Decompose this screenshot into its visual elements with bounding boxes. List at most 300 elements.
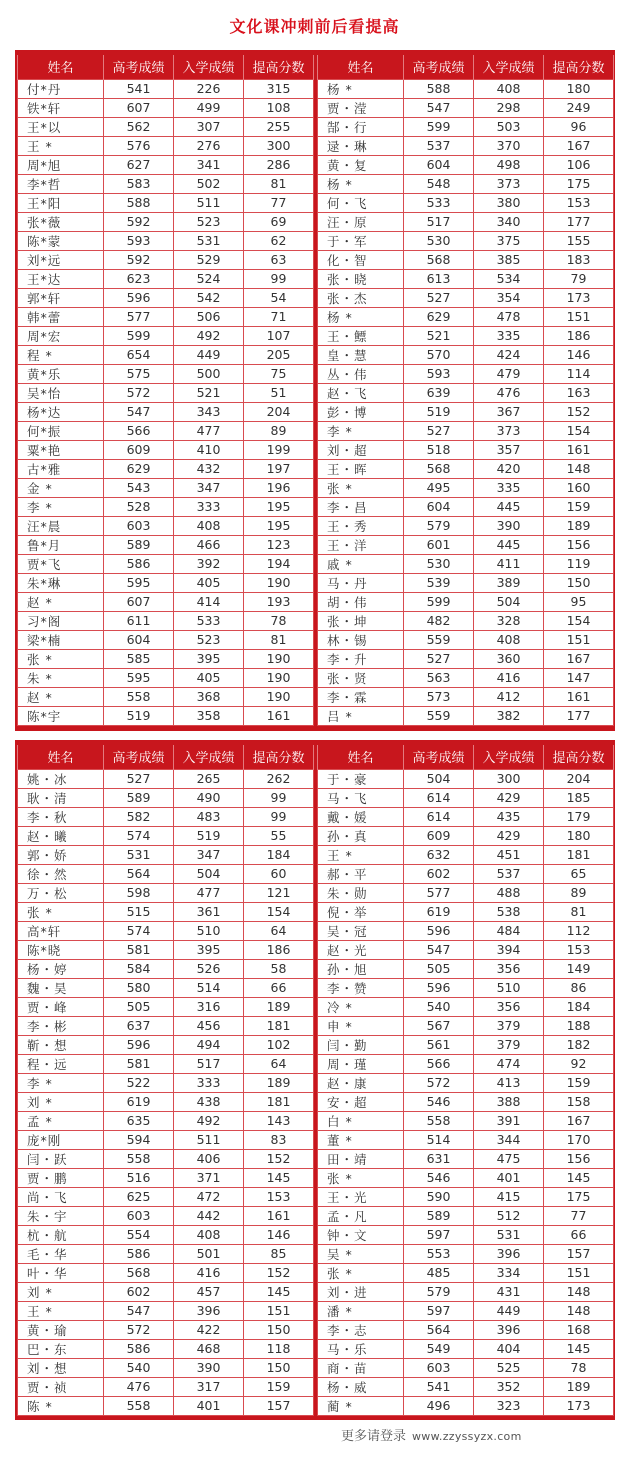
header-entrance-score: 入学成绩 bbox=[174, 745, 244, 769]
table-row bbox=[18, 307, 314, 326]
score-table bbox=[317, 55, 614, 726]
table-row bbox=[318, 997, 614, 1016]
table-row bbox=[18, 1339, 314, 1358]
cell-improvement: 64 bbox=[244, 1054, 314, 1073]
table-row bbox=[318, 1282, 614, 1301]
cell-name: 丛・伟 bbox=[318, 364, 404, 383]
cell-improvement: 184 bbox=[244, 845, 314, 864]
cell-entrance-score: 449 bbox=[174, 345, 244, 364]
cell-name: 安・超 bbox=[318, 1092, 404, 1111]
cell-gaokao-score: 596 bbox=[104, 1035, 174, 1054]
table-row bbox=[318, 668, 614, 687]
cell-name: 林・锡 bbox=[318, 630, 404, 649]
cell-gaokao-score: 546 bbox=[404, 1092, 474, 1111]
cell-improvement: 189 bbox=[244, 1073, 314, 1092]
cell-improvement: 159 bbox=[544, 1073, 614, 1092]
table-row bbox=[18, 98, 314, 117]
cell-entrance-score: 500 bbox=[174, 364, 244, 383]
cell-name: 李 * bbox=[18, 1073, 104, 1092]
cell-improvement: 184 bbox=[544, 997, 614, 1016]
cell-name: 蔺 * bbox=[318, 1396, 404, 1415]
page-title: 文化课冲刺前后看提高 bbox=[229, 17, 400, 36]
cell-entrance-score: 435 bbox=[474, 807, 544, 826]
cell-entrance-score: 490 bbox=[174, 788, 244, 807]
table-row bbox=[18, 1263, 314, 1282]
cell-entrance-score: 265 bbox=[174, 769, 244, 788]
cell-entrance-score: 352 bbox=[474, 1377, 544, 1396]
cell-improvement: 159 bbox=[244, 1377, 314, 1396]
cell-entrance-score: 431 bbox=[474, 1282, 544, 1301]
cell-name: 贾・滢 bbox=[318, 98, 404, 117]
table-row bbox=[318, 864, 614, 883]
cell-improvement: 146 bbox=[244, 1225, 314, 1244]
cell-name: 陈*宇 bbox=[18, 706, 104, 726]
cell-name: 巴・东 bbox=[18, 1339, 104, 1358]
table-row bbox=[18, 1206, 314, 1225]
cell-entrance-score: 404 bbox=[474, 1339, 544, 1358]
table-row bbox=[18, 807, 314, 826]
cell-name: 赵 * bbox=[18, 592, 104, 611]
cell-name: 孙・真 bbox=[318, 826, 404, 845]
cell-improvement: 151 bbox=[544, 630, 614, 649]
cell-gaokao-score: 588 bbox=[404, 79, 474, 98]
score-panel-2 bbox=[15, 740, 615, 1420]
cell-entrance-score: 373 bbox=[474, 174, 544, 193]
score-panel-1 bbox=[15, 50, 615, 731]
cell-entrance-score: 445 bbox=[474, 535, 544, 554]
cell-gaokao-score: 595 bbox=[104, 573, 174, 592]
table-header-row bbox=[318, 745, 614, 769]
cell-entrance-score: 494 bbox=[174, 1035, 244, 1054]
table-row bbox=[318, 1263, 614, 1282]
cell-entrance-score: 334 bbox=[474, 1263, 544, 1282]
cell-gaokao-score: 540 bbox=[104, 1358, 174, 1377]
cell-name: 刘*远 bbox=[18, 250, 104, 269]
table-row bbox=[318, 687, 614, 706]
cell-entrance-score: 514 bbox=[174, 978, 244, 997]
cell-improvement: 108 bbox=[244, 98, 314, 117]
cell-gaokao-score: 576 bbox=[104, 136, 174, 155]
table-row bbox=[18, 1016, 314, 1035]
cell-improvement: 154 bbox=[544, 421, 614, 440]
table-row bbox=[318, 1111, 614, 1130]
cell-entrance-score: 538 bbox=[474, 902, 544, 921]
cell-entrance-score: 510 bbox=[474, 978, 544, 997]
table-row bbox=[318, 307, 614, 326]
table-row bbox=[318, 155, 614, 174]
table-row bbox=[318, 807, 614, 826]
cell-improvement: 151 bbox=[244, 1301, 314, 1320]
cell-improvement: 161 bbox=[544, 687, 614, 706]
cell-entrance-score: 408 bbox=[174, 1225, 244, 1244]
table-row bbox=[318, 250, 614, 269]
cell-gaokao-score: 614 bbox=[404, 788, 474, 807]
cell-gaokao-score: 596 bbox=[104, 288, 174, 307]
table-row bbox=[318, 288, 614, 307]
cell-name: 赵・光 bbox=[318, 940, 404, 959]
cell-name: 化・智 bbox=[318, 250, 404, 269]
cell-name: 王*达 bbox=[18, 269, 104, 288]
cell-improvement: 189 bbox=[544, 516, 614, 535]
cell-name: 黄・瑜 bbox=[18, 1320, 104, 1339]
cell-name: 孙・旭 bbox=[318, 959, 404, 978]
cell-gaokao-score: 577 bbox=[404, 883, 474, 902]
cell-improvement: 286 bbox=[244, 155, 314, 174]
table-row bbox=[18, 364, 314, 383]
table-row bbox=[318, 769, 614, 788]
cell-gaokao-score: 596 bbox=[404, 978, 474, 997]
cell-gaokao-score: 607 bbox=[104, 592, 174, 611]
cell-entrance-score: 531 bbox=[174, 231, 244, 250]
cell-gaokao-score: 504 bbox=[404, 769, 474, 788]
header-improvement: 提高分数 bbox=[544, 55, 614, 79]
cell-entrance-score: 488 bbox=[474, 883, 544, 902]
cell-entrance-score: 354 bbox=[474, 288, 544, 307]
cell-gaokao-score: 583 bbox=[104, 174, 174, 193]
cell-improvement: 123 bbox=[244, 535, 314, 554]
cell-improvement: 185 bbox=[544, 788, 614, 807]
cell-name: 王 * bbox=[318, 845, 404, 864]
cell-improvement: 195 bbox=[244, 516, 314, 535]
cell-improvement: 145 bbox=[544, 1168, 614, 1187]
table-row bbox=[318, 1054, 614, 1073]
cell-name: 刘 * bbox=[18, 1092, 104, 1111]
header-name: 姓名 bbox=[318, 745, 404, 769]
cell-entrance-score: 276 bbox=[174, 136, 244, 155]
table-row bbox=[18, 1187, 314, 1206]
cell-name: 何*振 bbox=[18, 421, 104, 440]
table-row bbox=[18, 212, 314, 231]
cell-gaokao-score: 568 bbox=[404, 250, 474, 269]
table-row bbox=[18, 554, 314, 573]
cell-name: 周*旭 bbox=[18, 155, 104, 174]
cell-gaokao-score: 518 bbox=[404, 440, 474, 459]
table-row bbox=[18, 1092, 314, 1111]
cell-entrance-score: 533 bbox=[174, 611, 244, 630]
cell-entrance-score: 451 bbox=[474, 845, 544, 864]
cell-gaokao-score: 619 bbox=[404, 902, 474, 921]
table-row bbox=[318, 345, 614, 364]
table-row bbox=[18, 826, 314, 845]
cell-improvement: 64 bbox=[244, 921, 314, 940]
cell-entrance-score: 380 bbox=[474, 193, 544, 212]
cell-name: 张 * bbox=[318, 1263, 404, 1282]
cell-gaokao-score: 522 bbox=[104, 1073, 174, 1092]
table-row bbox=[18, 1377, 314, 1396]
cell-gaokao-score: 528 bbox=[104, 497, 174, 516]
cell-gaokao-score: 637 bbox=[104, 1016, 174, 1035]
cell-name: 申 * bbox=[318, 1016, 404, 1035]
cell-name: 陈*晓 bbox=[18, 940, 104, 959]
cell-gaokao-score: 609 bbox=[404, 826, 474, 845]
table-row bbox=[318, 630, 614, 649]
table-row bbox=[318, 98, 614, 117]
cell-name: 贾・鹏 bbox=[18, 1168, 104, 1187]
cell-name: 黄*乐 bbox=[18, 364, 104, 383]
cell-entrance-score: 472 bbox=[174, 1187, 244, 1206]
cell-entrance-score: 519 bbox=[174, 826, 244, 845]
cell-gaokao-score: 558 bbox=[104, 1396, 174, 1415]
cell-improvement: 155 bbox=[544, 231, 614, 250]
cell-gaokao-score: 601 bbox=[404, 535, 474, 554]
cell-entrance-score: 395 bbox=[174, 649, 244, 668]
table-row bbox=[318, 902, 614, 921]
cell-name: 毛・华 bbox=[18, 1244, 104, 1263]
cell-entrance-score: 521 bbox=[174, 383, 244, 402]
cell-gaokao-score: 585 bbox=[104, 649, 174, 668]
cell-improvement: 79 bbox=[544, 269, 614, 288]
cell-name: 鲁*月 bbox=[18, 535, 104, 554]
cell-gaokao-score: 540 bbox=[404, 997, 474, 1016]
table-row bbox=[318, 1377, 614, 1396]
cell-gaokao-score: 558 bbox=[404, 1111, 474, 1130]
cell-improvement: 150 bbox=[544, 573, 614, 592]
table-row bbox=[318, 883, 614, 902]
cell-entrance-score: 360 bbox=[474, 649, 544, 668]
cell-gaokao-score: 572 bbox=[404, 1073, 474, 1092]
table-row bbox=[318, 706, 614, 726]
cell-entrance-score: 542 bbox=[174, 288, 244, 307]
cell-improvement: 204 bbox=[244, 402, 314, 421]
table-row bbox=[318, 459, 614, 478]
cell-entrance-score: 406 bbox=[174, 1149, 244, 1168]
cell-gaokao-score: 563 bbox=[404, 668, 474, 687]
cell-entrance-score: 388 bbox=[474, 1092, 544, 1111]
cell-name: 李・昌 bbox=[318, 497, 404, 516]
cell-gaokao-score: 543 bbox=[104, 478, 174, 497]
cell-improvement: 197 bbox=[244, 459, 314, 478]
cell-improvement: 83 bbox=[244, 1130, 314, 1149]
cell-entrance-score: 341 bbox=[174, 155, 244, 174]
footer bbox=[341, 1425, 522, 1444]
cell-improvement: 89 bbox=[244, 421, 314, 440]
cell-entrance-score: 298 bbox=[474, 98, 544, 117]
cell-improvement: 188 bbox=[544, 1016, 614, 1035]
cell-gaokao-score: 476 bbox=[104, 1377, 174, 1396]
cell-entrance-score: 529 bbox=[174, 250, 244, 269]
cell-name: 孟 * bbox=[18, 1111, 104, 1130]
cell-improvement: 147 bbox=[544, 668, 614, 687]
cell-improvement: 55 bbox=[244, 826, 314, 845]
cell-entrance-score: 449 bbox=[474, 1301, 544, 1320]
table-row bbox=[318, 231, 614, 250]
table-row bbox=[318, 573, 614, 592]
table-row bbox=[18, 440, 314, 459]
cell-improvement: 157 bbox=[244, 1396, 314, 1415]
cell-gaokao-score: 596 bbox=[404, 921, 474, 940]
cell-name: 钟・文 bbox=[318, 1225, 404, 1244]
cell-name: 韩*蕾 bbox=[18, 307, 104, 326]
table-row bbox=[318, 592, 614, 611]
table-row bbox=[318, 1149, 614, 1168]
cell-name: 铁*轩 bbox=[18, 98, 104, 117]
cell-improvement: 180 bbox=[544, 79, 614, 98]
cell-improvement: 145 bbox=[244, 1168, 314, 1187]
cell-entrance-score: 370 bbox=[474, 136, 544, 155]
cell-name: 尚・飞 bbox=[18, 1187, 104, 1206]
cell-name: 杨 * bbox=[318, 79, 404, 98]
table-row bbox=[318, 1339, 614, 1358]
cell-gaokao-score: 567 bbox=[404, 1016, 474, 1035]
cell-entrance-score: 526 bbox=[174, 959, 244, 978]
table-row bbox=[318, 940, 614, 959]
table-row bbox=[318, 79, 614, 98]
cell-name: 贾・祯 bbox=[18, 1377, 104, 1396]
table-row bbox=[18, 687, 314, 706]
cell-improvement: 160 bbox=[544, 478, 614, 497]
cell-improvement: 186 bbox=[244, 940, 314, 959]
header-gaokao-score: 高考成绩 bbox=[104, 745, 174, 769]
cell-name: 万・松 bbox=[18, 883, 104, 902]
cell-improvement: 190 bbox=[244, 687, 314, 706]
cell-improvement: 81 bbox=[544, 902, 614, 921]
cell-improvement: 186 bbox=[544, 326, 614, 345]
cell-entrance-score: 420 bbox=[474, 459, 544, 478]
cell-name: 张*薇 bbox=[18, 212, 104, 231]
cell-improvement: 315 bbox=[244, 79, 314, 98]
cell-entrance-score: 389 bbox=[474, 573, 544, 592]
cell-gaokao-score: 590 bbox=[404, 1187, 474, 1206]
cell-entrance-score: 510 bbox=[174, 921, 244, 940]
cell-name: 贾・峰 bbox=[18, 997, 104, 1016]
cell-entrance-score: 477 bbox=[174, 883, 244, 902]
cell-gaokao-score: 586 bbox=[104, 554, 174, 573]
header-gaokao-score: 高考成绩 bbox=[104, 55, 174, 79]
cell-gaokao-score: 570 bbox=[404, 345, 474, 364]
cell-gaokao-score: 574 bbox=[104, 826, 174, 845]
table-header-row bbox=[18, 55, 314, 79]
cell-name: 吴*怡 bbox=[18, 383, 104, 402]
table-row bbox=[18, 478, 314, 497]
cell-gaokao-score: 514 bbox=[404, 1130, 474, 1149]
cell-entrance-score: 344 bbox=[474, 1130, 544, 1149]
cell-entrance-score: 307 bbox=[174, 117, 244, 136]
cell-improvement: 190 bbox=[244, 649, 314, 668]
cell-entrance-score: 537 bbox=[474, 864, 544, 883]
cell-entrance-score: 432 bbox=[174, 459, 244, 478]
cell-gaokao-score: 519 bbox=[104, 706, 174, 726]
cell-gaokao-score: 589 bbox=[404, 1206, 474, 1225]
footer-url-link[interactable]: www.zzyssyzx.com bbox=[412, 1430, 522, 1443]
cell-improvement: 62 bbox=[244, 231, 314, 250]
cell-gaokao-score: 598 bbox=[104, 883, 174, 902]
cell-improvement: 81 bbox=[244, 174, 314, 193]
cell-name: 王・洋 bbox=[318, 535, 404, 554]
cell-entrance-score: 333 bbox=[174, 497, 244, 516]
cell-name: 杨・威 bbox=[318, 1377, 404, 1396]
cell-gaokao-score: 527 bbox=[404, 288, 474, 307]
cell-improvement: 107 bbox=[244, 326, 314, 345]
cell-gaokao-score: 516 bbox=[104, 1168, 174, 1187]
cell-gaokao-score: 639 bbox=[404, 383, 474, 402]
cell-gaokao-score: 603 bbox=[104, 1206, 174, 1225]
cell-improvement: 167 bbox=[544, 649, 614, 668]
cell-gaokao-score: 505 bbox=[404, 959, 474, 978]
cell-gaokao-score: 599 bbox=[404, 117, 474, 136]
table-row bbox=[18, 959, 314, 978]
cell-improvement: 121 bbox=[244, 883, 314, 902]
cell-improvement: 195 bbox=[244, 497, 314, 516]
table-row bbox=[18, 459, 314, 478]
table-row bbox=[18, 1149, 314, 1168]
cell-gaokao-score: 519 bbox=[404, 402, 474, 421]
cell-improvement: 177 bbox=[544, 706, 614, 726]
cell-gaokao-score: 547 bbox=[404, 940, 474, 959]
cell-entrance-score: 379 bbox=[474, 1035, 544, 1054]
score-table bbox=[17, 55, 314, 726]
cell-improvement: 146 bbox=[544, 345, 614, 364]
cell-improvement: 153 bbox=[544, 193, 614, 212]
cell-name: 赵・康 bbox=[318, 1073, 404, 1092]
cell-improvement: 154 bbox=[244, 902, 314, 921]
cell-entrance-score: 335 bbox=[474, 478, 544, 497]
table-row bbox=[18, 845, 314, 864]
header-entrance-score: 入学成绩 bbox=[174, 55, 244, 79]
table-row bbox=[18, 997, 314, 1016]
cell-entrance-score: 394 bbox=[474, 940, 544, 959]
cell-entrance-score: 429 bbox=[474, 826, 544, 845]
cell-gaokao-score: 505 bbox=[104, 997, 174, 1016]
cell-entrance-score: 424 bbox=[474, 345, 544, 364]
table-row bbox=[18, 1301, 314, 1320]
cell-entrance-score: 405 bbox=[174, 668, 244, 687]
cell-entrance-score: 396 bbox=[174, 1301, 244, 1320]
table-row bbox=[318, 1244, 614, 1263]
cell-name: 刘・进 bbox=[318, 1282, 404, 1301]
cell-improvement: 86 bbox=[544, 978, 614, 997]
cell-entrance-score: 316 bbox=[174, 997, 244, 1016]
cell-improvement: 77 bbox=[544, 1206, 614, 1225]
table-row bbox=[318, 921, 614, 940]
cell-name: 朱*琳 bbox=[18, 573, 104, 592]
cell-improvement: 65 bbox=[544, 864, 614, 883]
header-entrance-score: 入学成绩 bbox=[474, 745, 544, 769]
table-row bbox=[318, 978, 614, 997]
cell-entrance-score: 396 bbox=[474, 1244, 544, 1263]
table-row bbox=[18, 155, 314, 174]
cell-improvement: 161 bbox=[244, 706, 314, 726]
cell-entrance-score: 466 bbox=[174, 535, 244, 554]
cell-entrance-score: 475 bbox=[474, 1149, 544, 1168]
cell-gaokao-score: 627 bbox=[104, 155, 174, 174]
cell-improvement: 112 bbox=[544, 921, 614, 940]
cell-name: 粟*艳 bbox=[18, 440, 104, 459]
header-gaokao-score: 高考成绩 bbox=[404, 745, 474, 769]
cell-entrance-score: 498 bbox=[474, 155, 544, 174]
cell-gaokao-score: 597 bbox=[404, 1301, 474, 1320]
cell-entrance-score: 392 bbox=[174, 554, 244, 573]
cell-entrance-score: 483 bbox=[174, 807, 244, 826]
cell-improvement: 95 bbox=[544, 592, 614, 611]
cell-entrance-score: 356 bbox=[474, 959, 544, 978]
cell-improvement: 69 bbox=[244, 212, 314, 231]
cell-improvement: 167 bbox=[544, 1111, 614, 1130]
cell-name: 孟・凡 bbox=[318, 1206, 404, 1225]
table-row bbox=[318, 554, 614, 573]
cell-improvement: 163 bbox=[544, 383, 614, 402]
cell-entrance-score: 445 bbox=[474, 497, 544, 516]
cell-improvement: 181 bbox=[244, 1016, 314, 1035]
cell-gaokao-score: 547 bbox=[404, 98, 474, 117]
cell-name: 周・瑾 bbox=[318, 1054, 404, 1073]
cell-entrance-score: 408 bbox=[174, 516, 244, 535]
cell-name: 于・军 bbox=[318, 231, 404, 250]
cell-name: 汪・原 bbox=[318, 212, 404, 231]
table-row bbox=[318, 497, 614, 516]
table-row bbox=[18, 1320, 314, 1339]
cell-gaokao-score: 531 bbox=[104, 845, 174, 864]
cell-name: 冷 * bbox=[318, 997, 404, 1016]
